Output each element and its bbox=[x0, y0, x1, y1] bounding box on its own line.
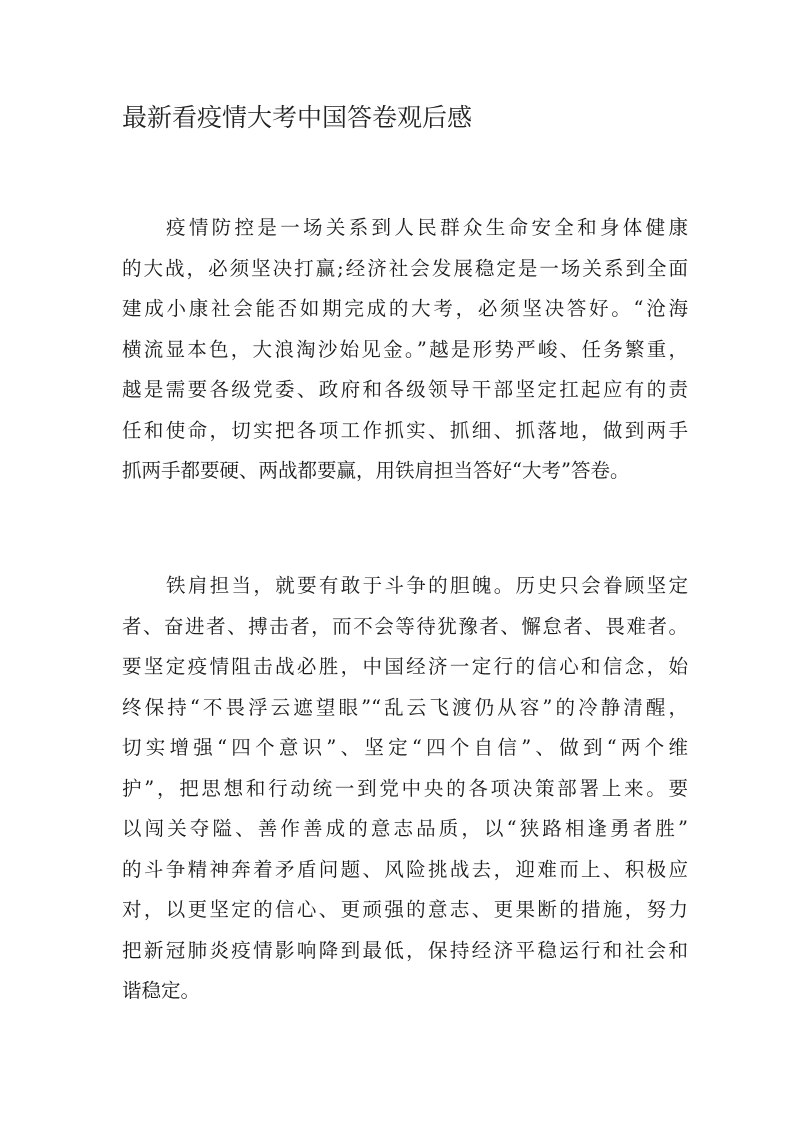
paragraph-line: 要坚定疫情阻击战必胜，中国经济一定行的信心和信念，始 bbox=[122, 655, 688, 678]
paragraph-line: 疫情防控是一场关系到人民群众生命安全和身体健康 bbox=[166, 216, 688, 239]
paragraph-line: 建成小康社会能否如期完成的大考，必须坚决答好。“沧海 bbox=[122, 297, 688, 320]
document-title: 最新看疫情大考中国答卷观后感 bbox=[122, 103, 473, 132]
paragraph-1 bbox=[122, 208, 688, 492]
paragraph-line: 铁肩担当，就要有敢于斗争的胆魄。历史只会眷顾坚定 bbox=[166, 574, 688, 597]
paragraph-line: 的大战，必须坚决打赢;经济社会发展稳定是一场关系到全面 bbox=[122, 256, 688, 280]
paragraph-line: 对，以更坚定的信心、更顽强的意志、更果断的措施，努力 bbox=[122, 898, 688, 921]
paragraph-line: 的斗争精神奔着矛盾问题、风险挑战去，迎难而上、积极应 bbox=[122, 857, 688, 881]
paragraph-line: 谐稳定。 bbox=[122, 979, 201, 1002]
paragraph-2 bbox=[122, 566, 688, 1012]
paragraph-line: 任和使命，切实把各项工作抓实、抓细、抓落地，做到两手 bbox=[122, 418, 688, 442]
paragraph-line: 终保持“不畏浮云遮望眼”“乱云飞渡仍从容”的冷静清醒， bbox=[122, 695, 688, 719]
paragraph-line: 越是需要各级党委、政府和各级领导干部坚定扛起应有的责 bbox=[122, 378, 688, 401]
paragraph-line: 把新冠肺炎疫情影响降到最低，保持经济平稳运行和社会和 bbox=[122, 938, 688, 962]
paragraph-line: 切实增强“四个意识”、坚定“四个自信”、做到“两个维 bbox=[122, 736, 688, 759]
paragraph-line: 以闯关夺隘、善作善成的意志品质，以“狭路相逢勇者胜” bbox=[122, 817, 688, 840]
paragraph-line: 者、奋进者、搏击者，而不会等待犹豫者、懈怠者、畏难者。 bbox=[122, 614, 688, 638]
paragraph-line: 抓两手都要硬、两战都要赢，用铁肩担当答好“大考”答卷。 bbox=[122, 459, 630, 482]
paragraph-line: 横流显本色，大浪淘沙始见金。”越是形势严峻、任务繁重， bbox=[122, 337, 688, 361]
paragraph-line: 护”，把思想和行动统一到党中央的各项决策部署上来。要 bbox=[122, 776, 688, 800]
